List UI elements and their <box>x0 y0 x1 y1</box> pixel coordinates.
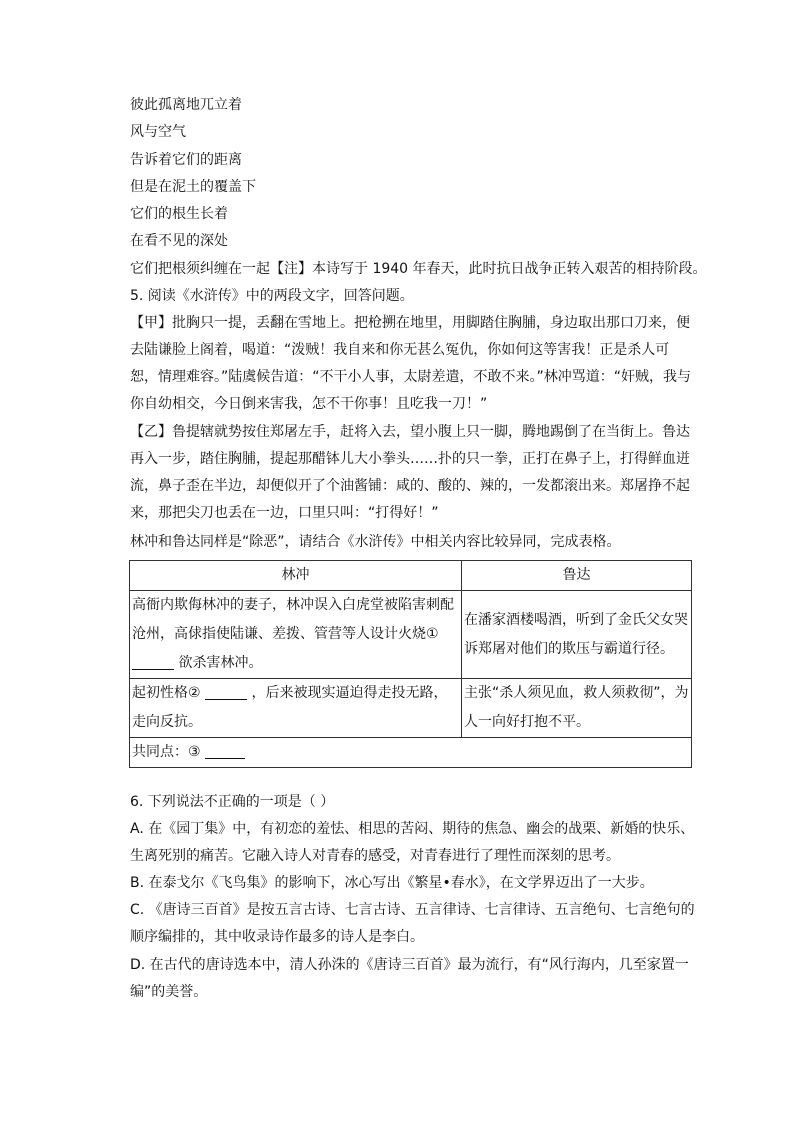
cell-text: 起初性格② <box>132 685 201 701</box>
poem-line-with-note: 它们把根须纠缠在一起【注】本诗写于 1940 年春天，此时抗日战争正转入艰苦的相持阶段。 <box>130 261 707 277</box>
table-row <box>130 679 692 738</box>
answer-blank-3[interactable] <box>205 742 245 759</box>
cell-lin-chong-character <box>130 679 462 738</box>
header-lu-da: 鲁达 <box>462 561 692 591</box>
poem-line: 在看不见的深处 <box>130 233 228 249</box>
option-a: A. 在《园丁集》中，有初恋的羞怯、相思的苦闷、期待的焦急、幽会的战栗、新婚的快乐、生离死别的痛苦。它融入诗人对青春的感受，对青春进行了理性而深刻的思考。 <box>130 821 695 864</box>
poem-line: 彼此孤离地兀立着 <box>130 97 242 113</box>
cell-text-end: 欲杀害林冲。 <box>174 655 263 671</box>
cell-lin-chong-events <box>130 591 462 679</box>
cell-text: 高衙内欺侮林冲的妻子，林冲误入白虎堂被陷害刺配沧州，高俅指使陆谦、差拨、管营等人设计火烧① <box>132 597 454 642</box>
question-5-title: 5. 阅读《水浒传》中的两段文字，回答问题。 <box>130 288 414 304</box>
option-d: D. 在古代的唐诗选本中，清人孙洙的《唐诗三百首》最为流行，有“风行海内，几至家置一编”的美誉。 <box>130 957 689 1000</box>
question-5-prompt: 林冲和鲁达同样是“除恶”，请结合《水浒传》中相关内容比较异同，完成表格。 <box>130 534 621 550</box>
table-row <box>130 738 692 768</box>
cell-text: 共同点：③ <box>132 744 201 760</box>
passage-yi: 【乙】鲁提辖就势按住郑屠左手，赶将入去，望小腹上只一脚，腾地踢倒了在当街上。鲁达再入一步，踏住胸脯，提起那醋钵儿大小拳头……扑的只一拳，正打在鼻子上，打得鲜血迸流，鼻子歪在半边，却便似开了个油酱铺：咸的、酸的、辣的，一发都滚出来。郑屠挣不起来，那把尖刀也丢在一边，口里只叫：“打得好！” <box>130 424 690 521</box>
answer-blank-2[interactable] <box>205 683 247 700</box>
option-c: C. 《唐诗三百首》是按五言古诗、七言古诗、五言律诗、七言律诗、五言绝句、七言绝句的顺序编排的，其中收录诗作最多的诗人是李白。 <box>130 902 695 945</box>
cell-lu-da-events: 在潘家酒楼喝酒，听到了金氏父女哭诉郑屠对他们的欺压与霸道行径。 <box>462 591 692 679</box>
poem-line: 但是在泥土的覆盖下 <box>130 179 256 195</box>
cell-text: ，后来被现实逼迫得走投无路，走向反抗。 <box>132 685 448 730</box>
table-header-row <box>130 561 692 591</box>
table-row <box>130 591 692 679</box>
poem-line: 告诉着它们的距离 <box>130 152 242 168</box>
option-b: B. 在泰戈尔《飞鸟集》的影响下，冰心写出《繁星•春水》，在文学界迈出了一大步。 <box>130 875 654 891</box>
question-6-title: 6. 下列说法不正确的一项是（ ） <box>130 794 335 810</box>
answer-blank-1[interactable] <box>132 653 174 670</box>
poem-line: 它们的根生长着 <box>130 206 228 222</box>
poem-line: 风与空气 <box>130 124 186 140</box>
header-lin-chong: 林冲 <box>130 561 462 591</box>
cell-lu-da-character: 主张“杀人须见血，救人须救彻”，为人一向好打抱不平。 <box>462 679 692 738</box>
passage-jia: 【甲】批胸只一提，丢翻在雪地上。把枪搠在地里，用脚踏住胸脯，身边取出那口刀来，便去陆谦脸上阁着，喝道：“泼贼！我自来和你无甚么冤仇，你如何这等害我！正是杀人可恕，情理难容。”陆虞候告道：“不干小人事，太尉差遣，不敢不来。”林冲骂道：“奸贼，我与你自幼相交，今日倒来害我，怎不干你事！且吃我一刀！” <box>130 315 692 412</box>
cell-common-point <box>130 738 692 768</box>
comparison-table <box>129 560 692 768</box>
